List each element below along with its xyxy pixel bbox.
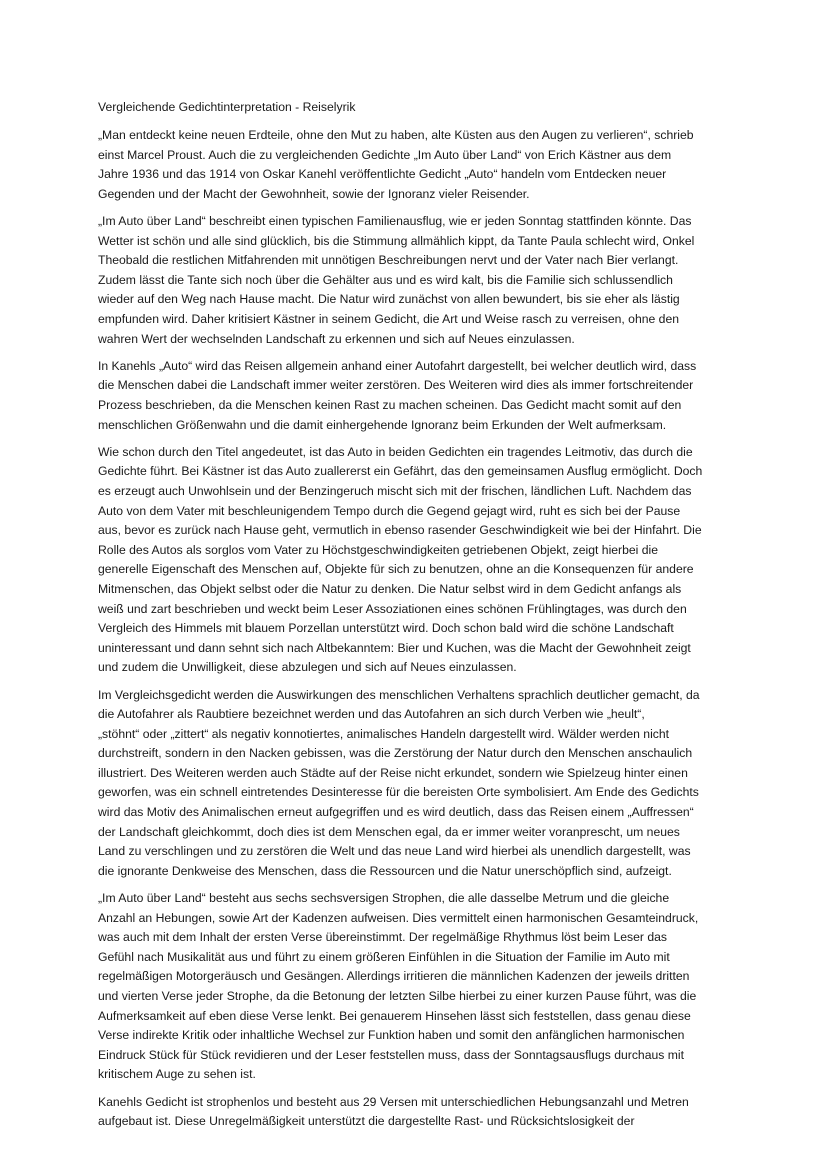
- paragraph: [98, 686, 738, 882]
- text-line: Gegenden und der Macht der Gewohnheit, sowie der Ignoranz vieler Reisender.: [98, 186, 530, 201]
- text-line: Verse indirekte Kritik oder inhaltliche Wechsel zur Funktion haben und somit den anfänglichen harmonischen: [98, 1028, 685, 1043]
- text-line: aus, bevor es zurück nach Hause geht, vermutlich in ebenso rasender Geschwindigkeit wie bei der Hinfahrt. Die: [98, 523, 702, 538]
- text-line: „Man entdeckt keine neuen Erdteile, ohne den Mut zu haben, alte Küsten aus den Augen zu verlieren“, schrieb: [98, 128, 694, 143]
- text-line: Vergleich des Himmels mit blauem Porzellan unterstützt wird. Doch schon bald wird die schöne Landschaft: [98, 621, 674, 636]
- text-line: die Menschen dabei die Landschaft immer weiter zerstören. Des Weiteren wird dies als immer fortschreitender: [98, 378, 694, 393]
- document-page: [98, 98, 738, 1139]
- text-line: Jahre 1936 und das 1914 von Oskar Kanehl veröffentlichte Gedicht „Auto“ handeln vom Entdecken neuer: [98, 167, 667, 182]
- text-line: was auch mit dem Inhalt der ersten Verse übereinstimmt. Der regelmäßige Rhythmus löst beim Leser das: [98, 930, 667, 945]
- text-line: wahren Wert der wechselnden Landschaft zu erkennen und sich auf Neues einzulassen.: [98, 331, 575, 346]
- text-line: Wetter ist schön und alle sind glücklich, bis die Stimmung allmählich kippt, da Tante Paula schlecht wird, Onkel: [98, 233, 695, 248]
- text-line: regelmäßigen Motorgeräusch und Gesängen. Allerdings irritieren die männlichen Kadenzen der jeweils dritten: [98, 969, 690, 984]
- text-line: Auto von dem Vater mit beschleunigendem Tempo durch die Gegend gejagt wird, ruht es sich bei der Pause: [98, 503, 681, 518]
- text-line: Land zu verschlingen und zu zerstören die Welt und das neue Land wird hierbei als unendlich dargestellt, was: [98, 844, 691, 859]
- text-line: und vierten Verse jeder Strophe, da die Betonung der letzten Silbe hierbei zu einer kurzen Pause führt, was die: [98, 989, 697, 1003]
- paragraph: [98, 212, 738, 349]
- text-line: Wie schon durch den Titel angedeutet, ist das Auto in beiden Gedichten ein tragendes Leitmotiv, das durch die: [98, 444, 693, 459]
- paragraph: [98, 357, 738, 435]
- text-line: Anzahl an Hebungen, sowie Art der Kadenzen aufweisen. Dies vermittelt einen harmonischen Gesamteindruck,: [98, 910, 699, 925]
- text-line: Aufmerksamkeit auf eben diese Verse lenkt. Bei genauerem Hinsehen lässt sich feststellen, dass genau diese: [98, 1008, 691, 1023]
- paragraph: [98, 1093, 738, 1132]
- document-body: [98, 126, 738, 1132]
- text-line: einst Marcel Proust. Auch die zu vergleichenden Gedichte „Im Auto über Land“ von Erich Kästner aus dem: [98, 147, 672, 162]
- text-line: generelle Eigenschaft des Menschen auf, Objekte für sich zu benutzen, ohne an die Konsequenzen für andere: [98, 562, 694, 577]
- text-line: die ignorante Denkweise des Menschen, dass die Ressourcen und die Natur unerschöpflich sind, aufzeigt.: [98, 863, 672, 878]
- text-line: Rolle des Autos als sorglos vom Vater zu Höchstgeschwindigkeiten getriebenen Objekt, zeigt hierbei die: [98, 542, 659, 557]
- text-line: wieder auf den Weg nach Hause macht. Die Natur wird zunächst von allen bewundert, bis sie eher als lästig: [98, 292, 680, 307]
- paragraph: [98, 126, 738, 204]
- text-line: und zudem die Unwilligkeit, diese abzulegen und sich auf Neues einzulassen.: [98, 660, 517, 675]
- text-line: Theobald die restlichen Mitfahrenden mit unnötigen Beschreibungen nervt und der Vater nach Bier verlangt.: [98, 253, 679, 268]
- text-line: kritischem Auge zu sehen ist.: [98, 1067, 256, 1082]
- text-line: „Im Auto über Land“ besteht aus sechs sechsversigen Strophen, die alle dasselbe Metrum und die gleiche: [98, 891, 670, 906]
- text-line: In Kanehls „Auto“ wird das Reisen allgemein anhand einer Autofahrt dargestellt, bei welcher deutlich wird, dass: [98, 358, 697, 373]
- text-line: durchstreift, sondern in den Nacken gebissen, was die Zerstörung der Natur durch den Menschen anschaulich: [98, 746, 693, 761]
- text-line: Gedichte führt. Bei Kästner ist das Auto zuallererst ein Gefährt, das den gemeinsamen Ausflug ermöglicht. Doch: [98, 464, 703, 479]
- text-line: „stöhnt“ oder „zittert“ als negativ konnotiertes, animalisches Handeln dargestellt wird. Wälder werden nicht: [98, 726, 670, 741]
- text-line: uninteressant und dann sehnt sich nach Altbekanntem: Bier und Kuchen, was die Macht der Gewohnheit zeigt: [98, 640, 691, 655]
- text-line: wird das Motiv des Animalischen erneut aufgegriffen und es wird deutlich, dass das Reisen einem „Auffressen“: [98, 805, 694, 820]
- text-line: Eindruck Stück für Stück revidieren und der Leser feststellen muss, dass der Sonntagsausflugs durchaus mit: [98, 1047, 684, 1062]
- text-line: Gefühl nach Musikalität aus und führt zu einem größeren Einfühlen in die Situation der Familie im Auto mit: [98, 949, 670, 964]
- text-line: empfunden wird. Daher kritisiert Kästner in seinem Gedicht, die Art und Weise rasch zu verreisen, ohne den: [98, 312, 680, 327]
- document-title: Vergleichende Gedichtinterpretation - Reiselyrik: [98, 100, 356, 114]
- text-line: aufgebaut ist. Diese Unregelmäßigkeit unterstützt die dargestellte Rast- und Rücksichtslosigkeit der: [98, 1114, 635, 1129]
- text-line: Zudem lässt die Tante sich noch über die Gehälter aus und es wird kalt, bis die Familie sich schlussendlich: [98, 272, 673, 287]
- text-line: geworfen, was ein schnell eintretendes Desinteresse für die bereisten Orte symbolisiert. Am Ende des Gedichts: [98, 785, 699, 800]
- text-line: der Landschaft gleichkommt, doch dies ist dem Menschen egal, da er immer weiter voranprescht, um neues: [98, 824, 680, 839]
- paragraph: [98, 443, 738, 678]
- text-line: die Autofahrer als Raubtiere bezeichnet werden und das Autofahren an sich durch Verben wie „heult“,: [98, 707, 645, 722]
- text-line: weiß und zart beschrieben und weckt beim Leser Assoziationen eines schönen Frühlingtages, was durch den: [98, 601, 687, 616]
- text-line: Prozess beschrieben, da die Menschen keinen Rast zu machen scheinen. Das Gedicht macht somit auf den: [98, 398, 682, 412]
- text-line: Mitmenschen, das Objekt selbst oder die Natur zu denken. Die Natur selbst wird in dem Gedicht anfangs als: [98, 581, 682, 596]
- text-line: es erzeugt auch Unwohlsein und der Benzingeruch mischt sich mit der frischen, ländlichen Luft. Nachdem das: [98, 483, 692, 498]
- text-line: „Im Auto über Land“ beschreibt einen typischen Familienausflug, wie er jeden Sonntag stattfinden könnte. Das: [98, 214, 692, 229]
- text-line: Im Vergleichsgedicht werden die Auswirkungen des menschlichen Verhaltens sprachlich deutlicher gemacht, da: [98, 687, 700, 702]
- text-line: menschlichen Größenwahn und die damit einhergehende Ignoranz beim Erkunden der Welt aufmerksam.: [98, 417, 667, 432]
- paragraph: [98, 889, 738, 1085]
- text-line: illustriert. Des Weiteren werden auch Städte auf der Reise nicht erkundet, sondern wie Spielzeug hinter einen: [98, 765, 688, 780]
- text-line: Kanehls Gedicht ist strophenlos und besteht aus 29 Versen mit unterschiedlichen Hebungsanzahl und Metren: [98, 1094, 689, 1109]
